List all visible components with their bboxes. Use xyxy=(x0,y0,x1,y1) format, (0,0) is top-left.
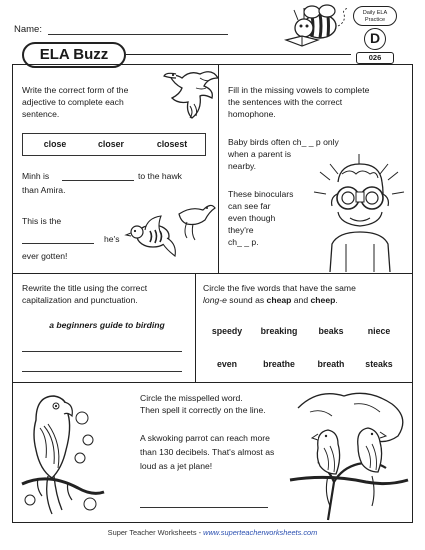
word-even[interactable]: even xyxy=(216,359,238,369)
long-e-instruction-2 xyxy=(203,294,338,306)
sentence2-end: ever gotten! xyxy=(22,251,68,261)
correct-spelling-line[interactable] xyxy=(140,507,268,508)
divider-mid-vertical xyxy=(195,273,196,383)
homophone-sentence2-line5: ch_ _ p. xyxy=(228,237,259,247)
bee-reading-icon xyxy=(282,4,352,54)
adjective-instruction-3: sentence. xyxy=(22,109,60,119)
adjective-instruction-2: adjective to complete each xyxy=(22,97,124,107)
homophone-sentence2-line3: even though xyxy=(228,213,276,223)
sentence1-start: Minh is xyxy=(22,171,50,181)
choice-close: close xyxy=(43,139,67,149)
parrots-tree-icon xyxy=(288,388,410,520)
badge-label-line2: Practice xyxy=(364,17,386,23)
long-e-period: . xyxy=(335,295,338,305)
word-cheap: cheap xyxy=(266,295,292,305)
worksheet-title: ELA Buzz xyxy=(22,42,126,68)
word-breathe[interactable]: breathe xyxy=(263,359,295,369)
word-breaking[interactable]: breaking xyxy=(260,326,298,336)
capitalization-instruction-1: Rewrite the title using the correct xyxy=(22,283,148,293)
footer-brand: Super Teacher Worksheets xyxy=(107,528,197,537)
misspelled-instruction-2: Then spell it correctly on the line. xyxy=(140,405,266,415)
sentence1-middle: to the hawk xyxy=(138,171,182,181)
long-e-and: and xyxy=(291,295,311,305)
sentence1-blank[interactable] xyxy=(62,180,134,181)
title-rule xyxy=(126,54,351,55)
word-niece[interactable]: niece xyxy=(367,326,391,336)
sentence2-blank[interactable] xyxy=(22,243,94,244)
long-e-instruction-1: Circle the five words that have the same xyxy=(203,283,356,293)
word-steaks[interactable]: steaks xyxy=(365,359,393,369)
homophone-instruction-3: homophone. xyxy=(228,109,276,119)
homophone-sentence2-line2: can see far xyxy=(228,201,271,211)
badge-label-line1: Daily ELA xyxy=(362,10,388,16)
homophone-sentence2-line1: These binoculars xyxy=(228,189,294,199)
footer-url-link[interactable]: www.superteacherworksheets.com xyxy=(203,528,318,537)
sentence1-end: than Amira. xyxy=(22,185,66,195)
flying-hawk-icon xyxy=(160,68,222,126)
badge-letter: D xyxy=(364,28,386,50)
rewrite-line-2[interactable] xyxy=(22,371,182,372)
footer xyxy=(0,528,425,537)
divider-bottom xyxy=(12,382,413,383)
word-speedy[interactable]: speedy xyxy=(211,326,243,336)
long-e-mid: sound as xyxy=(226,295,267,305)
word-cheep: cheep xyxy=(310,295,336,305)
choice-closest: closest xyxy=(156,139,188,149)
name-label: Name: xyxy=(14,24,42,35)
homophone-sentence1-line3: nearby. xyxy=(228,161,257,171)
homophone-sentence1-line2: when a parent is xyxy=(228,149,292,159)
badge-label xyxy=(353,6,397,26)
sentence2-start: This is the xyxy=(22,216,62,226)
daily-practice-badge xyxy=(353,6,397,68)
homophone-sentence1-line1: Baby birds often ch_ _ p only xyxy=(228,137,339,147)
rewrite-line-1[interactable] xyxy=(22,351,182,352)
capitalization-instruction-2: capitalization and punctuation. xyxy=(22,295,138,305)
choice-closer: closer xyxy=(98,139,124,149)
child-binoculars-icon xyxy=(310,152,408,272)
sentence2-middle: he's xyxy=(104,234,120,244)
homophone-instruction-1: Fill in the missing vowels to complete xyxy=(228,85,370,95)
long-e-term: long-e xyxy=(203,295,227,305)
flying-birds-icon xyxy=(117,196,217,266)
misspelled-sentence-1: A skwoking parrot can reach more xyxy=(140,433,270,443)
footer-separator: - xyxy=(196,528,204,537)
misspelled-sentence-3: loud as a jet plane! xyxy=(140,461,213,471)
name-line[interactable] xyxy=(48,34,228,35)
title-to-rewrite: a beginners guide to birding xyxy=(49,320,165,330)
word-breath[interactable]: breath xyxy=(317,359,345,369)
divider-middle xyxy=(12,273,413,274)
misspelled-instruction-1: Circle the misspelled word. xyxy=(140,393,243,403)
homophone-sentence2-line4: they're xyxy=(228,225,254,235)
word-beaks[interactable]: beaks xyxy=(318,326,344,336)
badge-number: 026 xyxy=(356,52,394,64)
adjective-instruction-1: Write the correct form of the xyxy=(22,85,129,95)
homophone-instruction-2: the sentences with the correct xyxy=(228,97,343,107)
misspelled-sentence-2: than 130 decibels. That's almost as xyxy=(140,447,275,457)
parrot-left-icon xyxy=(18,388,106,516)
